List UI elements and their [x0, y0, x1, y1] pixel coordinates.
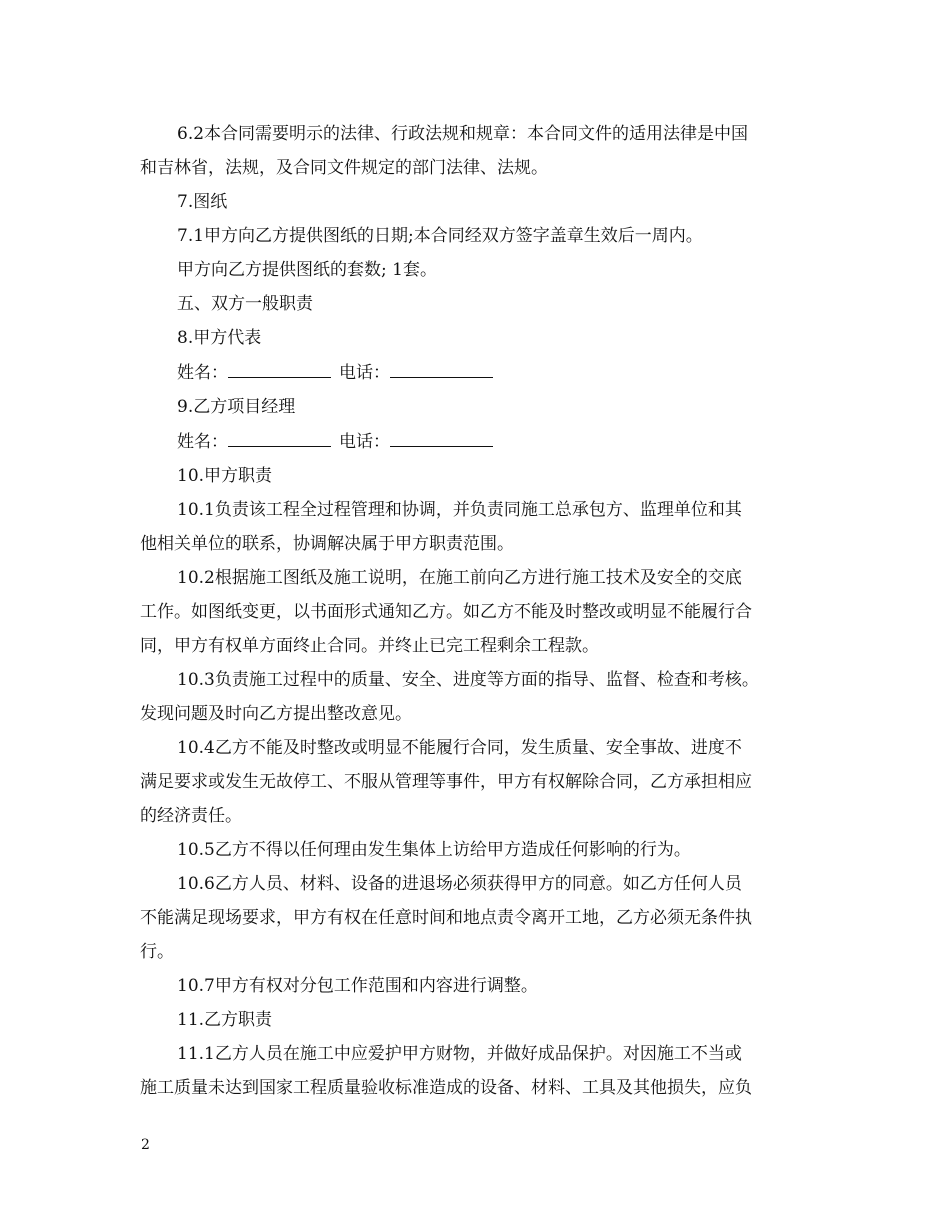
paragraph-line: 10.6乙方人员、材料、设备的进退场必须获得甲方的同意。如乙方任何人员 [177, 874, 742, 894]
paragraph-line: 11.1乙方人员在施工中应爱护甲方财物，并做好成品保护。对因施工不当或 [177, 1044, 742, 1064]
paragraph-line: 甲方向乙方提供图纸的套数; 1套。 [177, 260, 437, 280]
paragraph-line: 10.3负责施工过程中的质量、安全、进度等方面的指导、监督、检查和考核。 [177, 670, 759, 690]
name-label: 姓名： [177, 432, 228, 452]
section-heading: 8.甲方代表 [177, 328, 262, 348]
phone-blank-field[interactable] [390, 424, 493, 447]
paragraph-line: 10.2根据施工图纸及施工说明，在施工前向乙方进行施工技术及安全的交底 [177, 568, 742, 588]
paragraph-line: 6.2本合同需要明示的法律、行政法规和规章：本合同文件的适用法律是中国 [177, 124, 749, 144]
paragraph-line: 10.1负责该工程全过程管理和协调，并负责同施工总承包方、监理单位和其 [177, 500, 742, 520]
paragraph-line: 发现问题及时向乙方提出整改意见。 [140, 704, 412, 724]
paragraph-line: 行。 [140, 942, 174, 962]
section-heading: 五、双方一般职责 [177, 294, 313, 314]
paragraph-line: 的经济责任。 [140, 806, 242, 826]
paragraph-line: 施工质量未达到国家工程质量验收标准造成的设备、材料、工具及其他损失，应负 [140, 1078, 752, 1098]
name-label: 姓名： [177, 363, 228, 383]
phone-label: 电话： [339, 363, 390, 383]
page-number: 2 [141, 1137, 150, 1153]
paragraph-line: 同，甲方有权单方面终止合同。并终止已完工程剩余工程款。 [140, 636, 599, 656]
paragraph-line: 10.4乙方不能及时整改或明显不能履行合同，发生质量、安全事故、进度不 [177, 738, 742, 758]
section-heading: 9.乙方项目经理 [177, 397, 296, 417]
contact-form-line-representative [140, 355, 820, 390]
name-blank-field[interactable] [228, 355, 331, 378]
paragraph-line: 工作。如图纸变更，以书面形式通知乙方。如乙方不能及时整改或明显不能履行合 [140, 602, 752, 622]
paragraph-line: 不能满足现场要求，甲方有权在任意时间和地点责令离开工地，乙方必须无条件执 [140, 908, 752, 928]
paragraph-line: 10.7甲方有权对分包工作范围和内容进行调整。 [177, 976, 538, 996]
paragraph-line: 他相关单位的联系，协调解决属于甲方职责范围。 [140, 534, 514, 554]
section-heading: 7.图纸 [177, 192, 228, 212]
paragraph-line: 10.5乙方不得以任何理由发生集体上访给甲方造成任何影响的行为。 [177, 840, 691, 860]
paragraph-line: 和吉林省，法规，及合同文件规定的部门法律、法规。 [140, 158, 548, 178]
contact-form-line-manager [140, 424, 820, 459]
phone-blank-field[interactable] [390, 355, 493, 378]
paragraph-line: 满足要求或发生无故停工、不服从管理等事件，甲方有权解除合同，乙方承担相应 [140, 772, 752, 792]
section-heading: 10.甲方职责 [177, 466, 273, 486]
section-heading: 11.乙方职责 [177, 1010, 273, 1030]
phone-label: 电话： [339, 432, 390, 452]
name-blank-field[interactable] [228, 424, 331, 447]
paragraph-line: 7.1甲方向乙方提供图纸的日期;本合同经双方签字盖章生效后一周内。 [177, 226, 703, 246]
document-body [140, 117, 820, 1105]
